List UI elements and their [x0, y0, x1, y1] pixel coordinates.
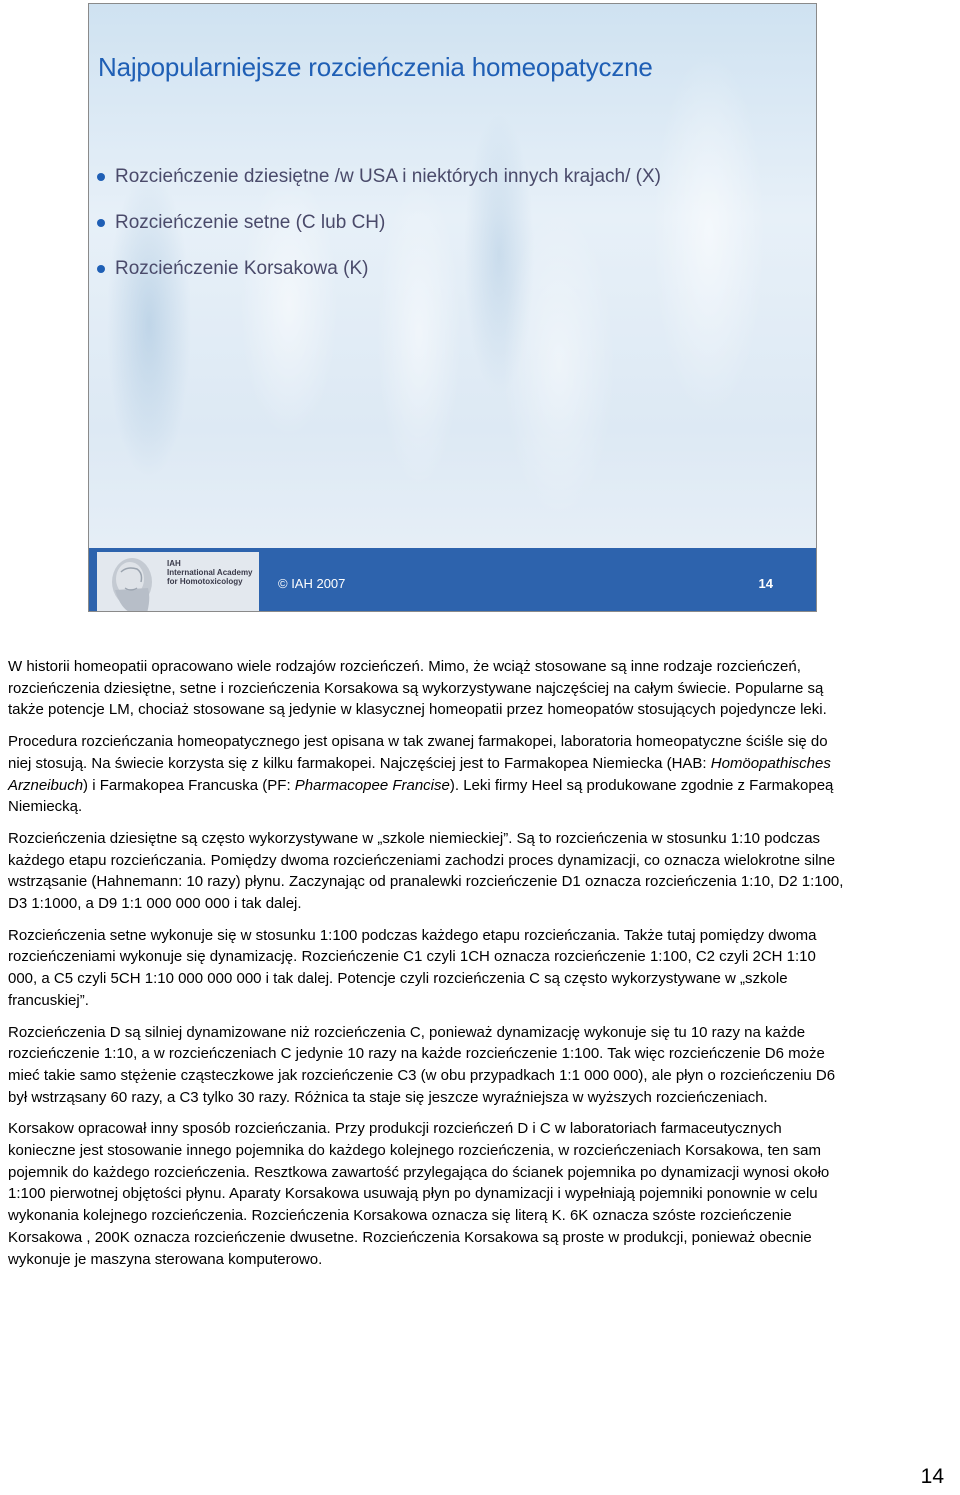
iah-logo	[97, 552, 259, 612]
logo-line: for Homotoxicology	[167, 577, 243, 586]
notes-paragraph	[8, 731, 848, 818]
bullet-text: Rozcieńczenie Korsakowa (K)	[115, 258, 369, 279]
slide-footer	[89, 548, 816, 612]
notes-paragraph: Korsakow opracował inny sposób rozcieńczania. Przy produkcji rozcieńczeń D i C w laboratoriach farmaceutycznych konieczne jest stosowanie innego pojemnika do każdego kolejnego rozcieńczenia, w rozcieńczeniach Korsakowa, ten sam pojemnik do każdego rozcieńczenia. Resztkowa zawartość przylegająca do ścianek pojemnika po dynamizacji wynosi około 1:100 pierwotnej objętości płynu. Aparaty Korsakowa usuwają płyn po dynamizacji i wypełniają pojemniki ponownie w celu wykonania kolejnego rozcieńczenia. Rozcieńczenia Korsakowa oznacza się literą K. 6K oznacza szóste rozcieńczenie Korsakowa , 200K oznacza rozcieńczenie dwusetne. Rozcieńczenia Korsakowa są proste w produkcji, ponieważ obecnie wykonuje je maszyna sterowana komputerowo.	[8, 1120, 830, 1268]
slide	[88, 3, 817, 612]
bullet-dot-icon	[97, 219, 105, 227]
bullet-item	[97, 154, 661, 200]
notes-text: Procedura rozcieńczania homeopatycznego jest opisana w tak zwanej farmakopei, laboratoria homeopatyczne ściśle się do niej stosują. Na świecie korzysta się z kilku farmakopei. Najczęściej jest to Farmakopea Niemiecka (HAB:	[8, 733, 828, 772]
notes-italic: Pharmacopee Francise	[294, 776, 450, 794]
bullet-item	[97, 246, 661, 292]
notes-paragraph: Rozcieńczenia D są silniej dynamizowane niż rozcieńczenia C, ponieważ dynamizację wykonuje się tu 10 razy na każde rozcieńczenie 1:10, a w rozcieńczeniach C jedynie 10 razy na każde rozcieńczenie 1:100. Tak więc rozcieńczenie D6 może mieć takie samo stężenie cząsteczkowe jak rozcieńczenie C3 (w obu przypadkach 1:1 000 000), ale płyn o rozcieńczeniu D6 był wstrząsany 60 razy, a C3 tylko 30 razy. Różnica ta staje się jeszcze wyraźniejsza w wyższych rozcieńczeniach.	[8, 1023, 836, 1106]
notes-paragraph: Rozcieńczenia dziesiętne są często wykorzystywane w „szkole niemieckiej”. Są to rozcieńczenia w stosunku 1:10 podczas każdego etapu rozcieńczania. Pomiędzy dwoma rozcieńczeniami zachodzi proces dynamizacji, co oznacza wielokrotne silne wstrząsanie (Hahnemann: 10 razy) płynu. Zaczynając od pranalewki rozcieńczenie D1 oznacza rozcieńczenia 1:10, D2 1:100, D3 1:1000, a D9 1:1 000 000 000 i tak dalej.	[8, 829, 844, 913]
speaker-notes	[8, 656, 848, 1280]
notes-text: ). Leki firmy Heel są produkowane zgodnie z Farmakopeą Niemiecką.	[8, 776, 834, 816]
copyright: © IAH 2007	[278, 576, 346, 591]
bullet-list	[97, 154, 661, 292]
notes-paragraph: W historii homeopatii opracowano wiele rodzajów rozcieńczeń. Mimo, że wciąż stosowane są inne rodzaje rozcieńczeń, rozcieńczenia dziesiętne, setne i rozcieńczenia Korsakowa są wykorzystywane najczęściej na całym świecie. Popularne są także potencje LM, chociaż stosowane są jedynie w klasycznej homeopatii przez homeopatów stosujących pojedyncze leki.	[8, 658, 827, 719]
bullet-dot-icon	[97, 265, 105, 273]
logo-text	[167, 559, 253, 586]
page-number: 14	[920, 1465, 944, 1488]
slide-title: Najpopularniejsze rozcieńczenia homeopatyczne	[98, 52, 653, 82]
bullet-text: Rozcieńczenie setne (C lub CH)	[115, 212, 386, 233]
logo-line: IAH	[167, 559, 181, 568]
notes-paragraph: Rozcieńczenia setne wykonuje się w stosunku 1:100 podczas każdego etapu rozcieńczania. Także tutaj pomiędzy dwoma rozcieńczeniami wykonuje się dynamizację. Rozcieńczenie C1 czyli 1CH oznacza rozcieńczenie 1:100, C2 czyli 2CH 1:10 000, a C5 czyli 5CH 1:10 000 000 000 i tak dalej. Potencje czyli rozcieńczenia C są często wykorzystywane w „szkole francuskiej”.	[8, 926, 817, 1009]
logo-line: International Academy	[167, 568, 253, 577]
notes-italic: Homöopathisches Arzneibuch	[8, 754, 831, 794]
notes-text: ) i Farmakopea Francuska (PF:	[83, 776, 295, 794]
bullet-item	[97, 200, 661, 246]
hahnemann-portrait-icon	[101, 552, 163, 612]
bullet-text: Rozcieńczenie dziesiętne /w USA i niektórych innych krajach/ (X)	[115, 166, 661, 187]
bullet-dot-icon	[97, 173, 105, 181]
slide-number: 14	[758, 576, 773, 591]
